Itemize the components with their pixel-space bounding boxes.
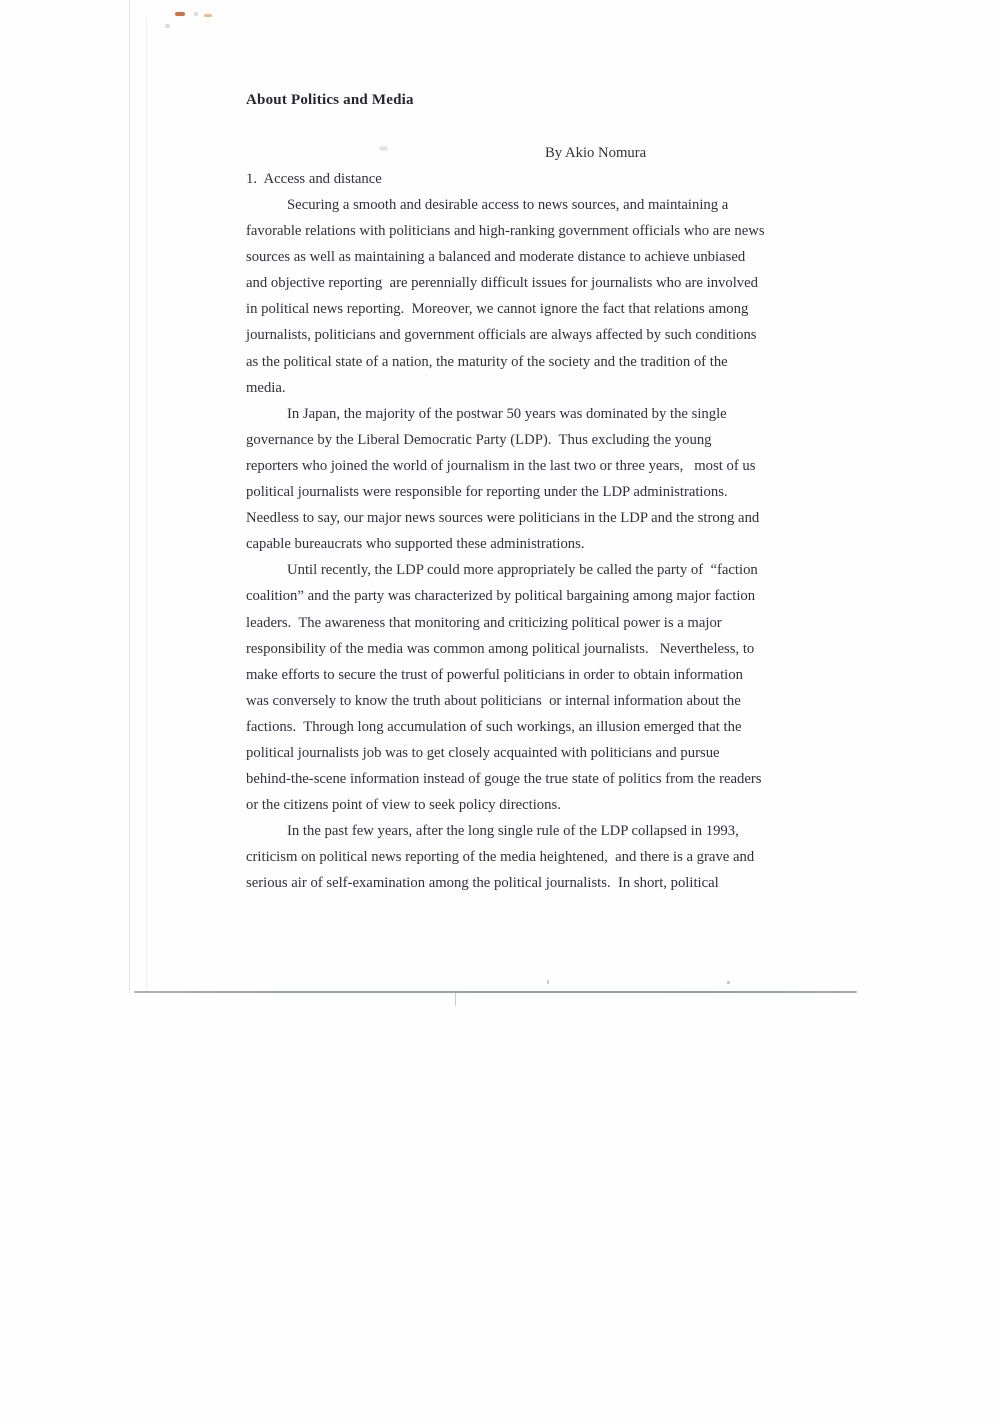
text-line: media.	[246, 379, 286, 396]
text-line: serious air of self-examination among the political journalists. In short, political	[246, 875, 719, 892]
text-line: criticism on political news reporting of the media heightened, and there is a grave and	[246, 849, 755, 866]
paper-bottom-edge-line	[134, 991, 857, 993]
scan-artifact-tick	[455, 993, 456, 1006]
text-line: as the political state of a nation, the maturity of the society and the tradition of the	[246, 353, 728, 370]
paragraph	[246, 401, 791, 558]
text-line: behind-the-scene information instead of gouge the true state of politics from the readers	[246, 771, 762, 788]
scan-artifact-speck	[175, 12, 185, 16]
scan-artifact-dot	[727, 981, 730, 984]
text-line: and objective reporting are perennially difficult issues for journalists who are involved	[246, 275, 759, 292]
text-line: or the citizens point of view to seek policy directions.	[246, 797, 561, 814]
text-line: capable bureaucrats who supported these administrations.	[246, 536, 585, 553]
scan-artifact-dot	[547, 980, 549, 984]
text-line: political journalists were responsible for reporting under the LDP administrations.	[246, 484, 728, 501]
paragraph	[246, 192, 791, 401]
text-line: leaders. The awareness that monitoring and criticizing political power is a major	[246, 614, 722, 631]
text-line: Securing a smooth and desirable access to news sources, and maintaining a	[287, 197, 729, 213]
paragraph	[246, 818, 791, 896]
text-line: responsibility of the media was common among political journalists. Nevertheless, to	[246, 640, 755, 657]
document-body	[246, 192, 791, 897]
text-line: reporters who joined the world of journalism in the last two or three years, most of us	[246, 457, 756, 474]
paragraph	[246, 557, 791, 818]
text-line: journalists, politicians and government officials are always affected by such conditions	[246, 327, 757, 344]
text-line: favorable relations with politicians and high-ranking government officials who are news	[246, 223, 765, 240]
text-line: In Japan, the majority of the postwar 50 years was dominated by the single	[287, 405, 727, 422]
text-line: coalition” and the party was characterized by political bargaining among major faction	[246, 588, 756, 605]
byline: By Akio Nomura	[545, 145, 647, 161]
text-line: Until recently, the LDP could more appropriately be called the party of “faction	[287, 562, 758, 579]
text-line: governance by the Liberal Democratic Party (LDP). Thus excluding the young	[246, 431, 712, 448]
text-line: was conversely to know the truth about politicians or internal information about the	[246, 692, 741, 709]
text-line: sources as well as maintaining a balanced and moderate distance to achieve unbiased	[246, 249, 746, 266]
paper-edge-vertical-line	[129, 0, 130, 993]
text-line: make efforts to secure the trust of powerful politicians in order to obtain information	[246, 666, 743, 683]
document-title: About Politics and Media	[246, 92, 414, 108]
text-line: In the past few years, after the long single rule of the LDP collapsed in 1993,	[287, 823, 739, 840]
text-line: political journalists job was to get closely acquainted with politicians and pursue	[246, 744, 720, 761]
scan-artifact-smudge	[379, 146, 388, 151]
text-line: Needless to say, our major news sources were politicians in the LDP and the strong and	[246, 510, 760, 527]
text-line: factions. Through long accumulation of such workings, an illusion emerged that the	[246, 718, 742, 735]
scan-artifact-speck	[204, 14, 212, 17]
scan-artifact-speck	[194, 12, 198, 16]
paper-edge-vertical-line-faint	[146, 18, 147, 990]
section-heading: 1. Access and distance	[246, 171, 382, 187]
text-line: in political news reporting. Moreover, we cannot ignore the fact that relations among	[246, 301, 749, 318]
scan-artifact-speck	[165, 24, 170, 28]
